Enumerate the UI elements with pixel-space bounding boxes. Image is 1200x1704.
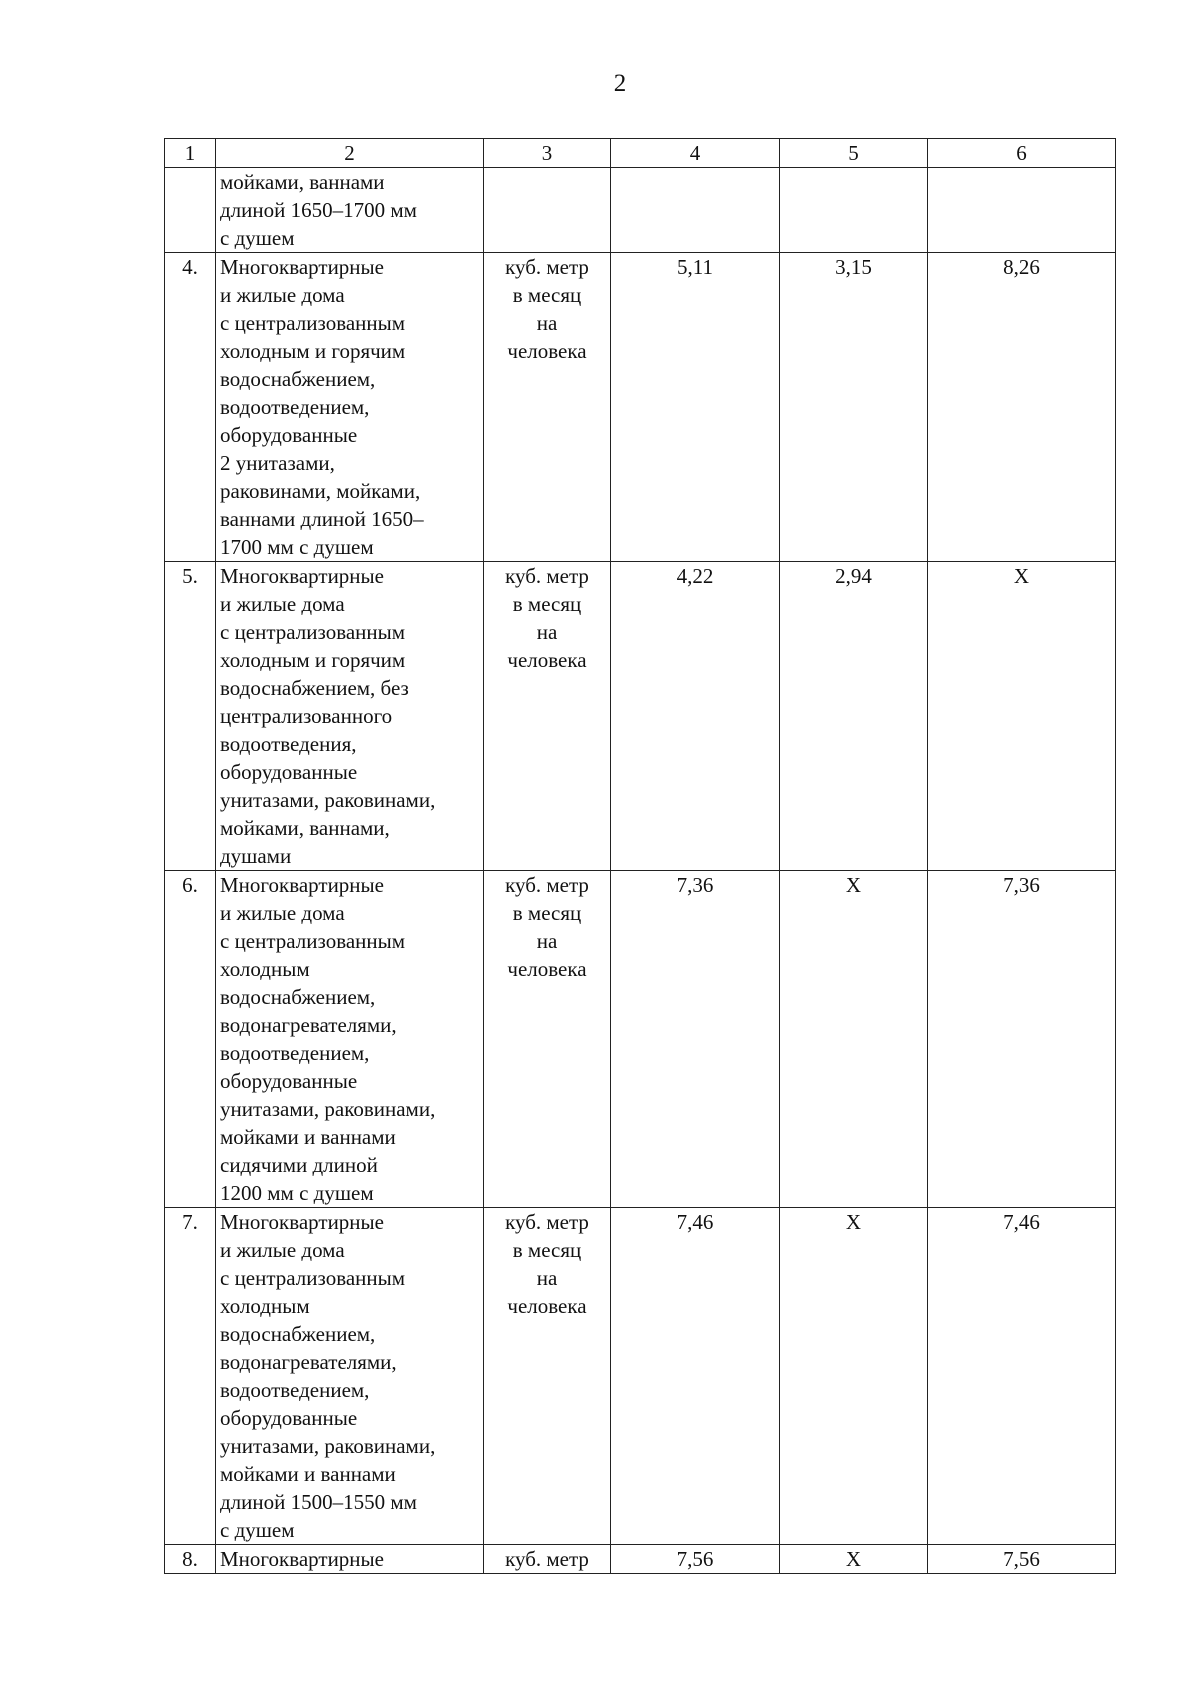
description-line: водонагревателями, [220,1350,397,1374]
description-line: 2 унитазами, [220,451,335,475]
value-cell-col4 [611,168,780,253]
description-line: с централизованным [220,1266,406,1290]
description-cell [216,871,484,1208]
row-number-cell [165,168,216,253]
description-line: сидячими длиной [220,1153,378,1177]
description-line: Многоквартирные [220,564,384,588]
description-cell [216,562,484,871]
value-cell-col5: X [780,871,928,1208]
tariff-table [164,138,1116,1574]
value-cell-col5: X [780,1208,928,1545]
description-line: длиной 1500–1550 мм [220,1490,417,1514]
value-cell-col4: 5,11 [611,253,780,562]
header-cell-3: 3 [484,139,611,168]
unit-line: в месяц [512,283,582,307]
description-line: водоотведением, [220,395,370,419]
unit-cell [484,1545,611,1574]
value-cell-col4: 7,36 [611,871,780,1208]
unit-cell [484,871,611,1208]
table-row [165,253,1116,562]
header-cell-5: 5 [780,139,928,168]
description-line: и жилые дома [220,1238,345,1262]
header-cell-6: 6 [928,139,1116,168]
description-line: 1200 мм с душем [220,1181,374,1205]
value-cell-col6: X [928,562,1116,871]
description-line: Многоквартирные [220,255,384,279]
description-line: водоснабжением, [220,1322,376,1346]
unit-line: в месяц [512,901,582,925]
value-cell-col4: 4,22 [611,562,780,871]
unit-line: на [536,1266,558,1290]
description-line: водоснабжением, без [220,676,409,700]
description-line: водоснабжением, [220,985,376,1009]
description-line: оборудованные [220,1069,358,1093]
description-line: холодным и горячим [220,339,406,363]
description-line: унитазами, раковинами, [220,788,436,812]
description-line: мойками и ваннами [220,1125,396,1149]
unit-line: куб. метр [505,1210,589,1234]
description-cell [216,168,484,253]
table-row [165,168,1116,253]
unit-line: куб. метр [505,1547,589,1571]
value-cell-col4: 7,46 [611,1208,780,1545]
value-cell-col5: 3,15 [780,253,928,562]
unit-cell [484,253,611,562]
description-line: водонагревателями, [220,1013,397,1037]
value-cell-col6: 8,26 [928,253,1116,562]
description-line: оборудованные [220,760,358,784]
unit-line: куб. метр [505,873,589,897]
unit-line: на [536,311,558,335]
header-cell-1: 1 [165,139,216,168]
header-cell-4: 4 [611,139,780,168]
description-line: холодным [220,1294,310,1318]
description-cell [216,253,484,562]
table-body [165,168,1116,1574]
value-cell-col6: 7,46 [928,1208,1116,1545]
unit-line: в месяц [512,592,582,616]
table-row [165,1208,1116,1545]
unit-line: на [536,620,558,644]
table-row [165,1545,1116,1574]
value-cell-col6: 7,56 [928,1545,1116,1574]
unit-line: человека [507,957,587,981]
description-cell [216,1208,484,1545]
unit-line: человека [507,1294,587,1318]
unit-cell [484,562,611,871]
page-number: 2 [613,70,627,97]
description-line: централизованного [220,704,393,728]
description-line: Многоквартирные [220,1210,384,1234]
description-line: оборудованные [220,1406,358,1430]
description-line: с централизованным [220,620,406,644]
row-number-cell: 4. [165,253,216,562]
unit-line: человека [507,648,587,672]
description-cell [216,1545,484,1574]
value-cell-col4: 7,56 [611,1545,780,1574]
unit-cell [484,1208,611,1545]
value-cell-col5: 2,94 [780,562,928,871]
table-header-row [165,139,1116,168]
unit-line: человека [507,339,587,363]
description-line: мойками и ваннами [220,1462,396,1486]
description-line: оборудованные [220,423,358,447]
description-line: и жилые дома [220,283,345,307]
description-line: с душем [220,1518,295,1542]
value-cell-col6: 7,36 [928,871,1116,1208]
table-row [165,871,1116,1208]
header-cell-2: 2 [216,139,484,168]
description-line: Многоквартирные [220,1547,384,1571]
description-line: длиной 1650–1700 мм [220,198,417,222]
unit-line: куб. метр [505,564,589,588]
row-number-cell: 7. [165,1208,216,1545]
row-number-cell: 6. [165,871,216,1208]
description-line: водоснабжением, [220,367,376,391]
row-number-cell: 8. [165,1545,216,1574]
description-line: Многоквартирные [220,873,384,897]
description-line: с централизованным [220,311,406,335]
description-line: водоотведения, [220,732,357,756]
unit-cell [484,168,611,253]
value-cell-col5 [780,168,928,253]
description-line: холодным [220,957,310,981]
description-line: унитазами, раковинами, [220,1097,436,1121]
description-line: и жилые дома [220,901,345,925]
table-row [165,562,1116,871]
description-line: с душем [220,226,295,250]
description-line: с централизованным [220,929,406,953]
description-line: ваннами длиной 1650– [220,507,424,531]
unit-line: куб. метр [505,255,589,279]
description-line: мойками, ваннами [220,170,385,194]
description-line: унитазами, раковинами, [220,1434,436,1458]
description-line: мойками, ваннами, [220,816,390,840]
value-cell-col6 [928,168,1116,253]
description-line: и жилые дома [220,592,345,616]
description-line: душами [220,844,292,868]
description-line: водоотведением, [220,1041,370,1065]
description-line: водоотведением, [220,1378,370,1402]
description-line: 1700 мм с душем [220,535,374,559]
row-number-cell: 5. [165,562,216,871]
description-line: холодным и горячим [220,648,406,672]
value-cell-col5: X [780,1545,928,1574]
unit-line: на [536,929,558,953]
unit-line: в месяц [512,1238,582,1262]
description-line: раковинами, мойками, [220,479,421,503]
